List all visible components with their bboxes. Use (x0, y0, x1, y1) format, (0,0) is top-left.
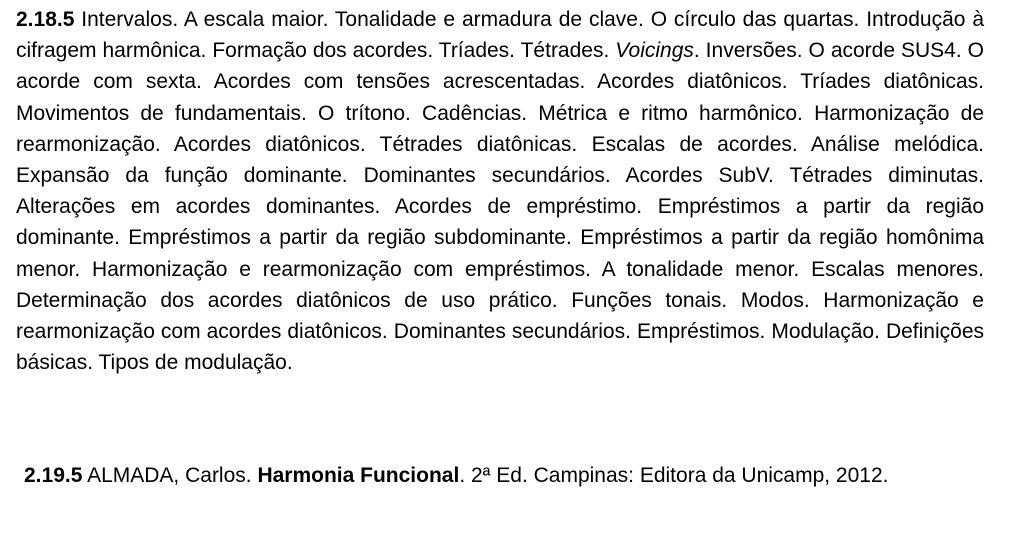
syllabus-text-part-1: Intervalos. A escala maior. Tonalidade e armadura de clave. O círculo das quartas. Introdução à cifragem harmônica. Formação dos acordes. Tríades. Tétrades. (16, 8, 984, 63)
syllabus-italic-term: Voicings (615, 39, 694, 63)
syllabus-text-part-2: . Inversões. O acorde SUS4. O acorde com sexta. Acordes com tensões acrescentadas. Acordes diatônicos. Tríades diatônicas. Movimentos de fundamentais. O trítono. Cadências. Métrica e ritmo harmônico. Harmonização de rearmonização. Acordes diatônicos. Tétrades diatônicas. Escalas de acordes. Análise melódica. Expansão da função dominante. Dominantes secundários. Acordes SubV. Tétrades diminutas. Alterações em acordes dominantes. Acordes de empréstimo. Empréstimos a partir da região dominante. Empréstimos a partir da região subdominante. Empréstimos a partir da região homônima menor. Harmonização e rearmonização com empréstimos. A tonalidade menor. Escalas menores. Determinação dos acordes diatônicos de uso prático. Funções tonais. Modos. Harmonização e rearmonização com acordes diatônicos. Dominantes secundários. Empréstimos. Modulação. Definições básicas. Tipos de modulação. (16, 39, 984, 375)
reference-book-title: Harmonia Funcional (257, 464, 460, 487)
reference-number: 2.19.5 (24, 464, 83, 487)
reference-author: ALMADA, Carlos. (82, 464, 258, 487)
reference-details: . 2ª Ed. Campinas: Editora da Unicamp, 2012. (459, 464, 889, 487)
syllabus-paragraph (16, 4, 984, 378)
bibliography-reference (24, 460, 984, 491)
section-number: 2.18.5 (16, 8, 75, 31)
